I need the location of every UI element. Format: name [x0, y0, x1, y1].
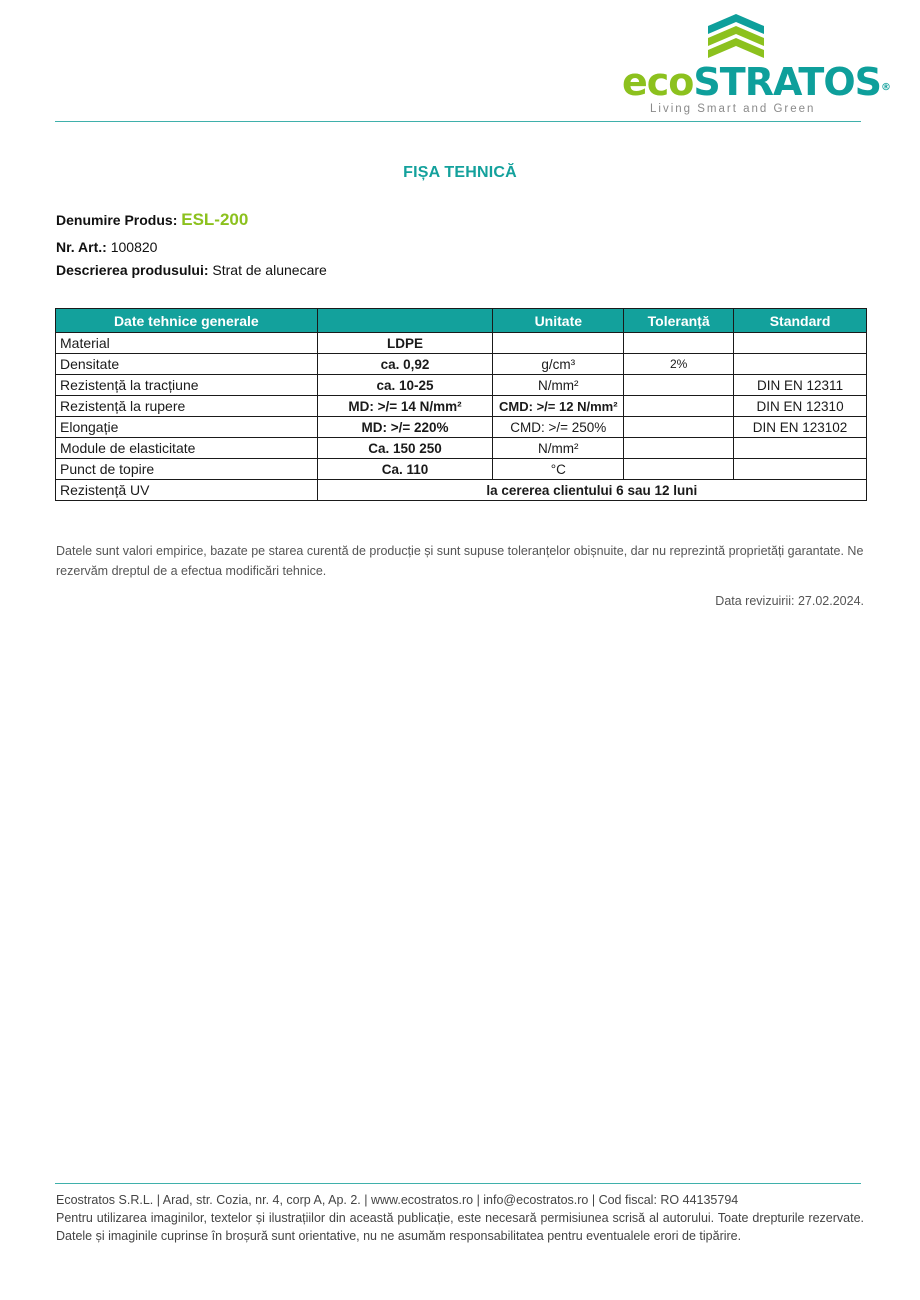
logo-registered: ® — [881, 82, 891, 93]
product-desc-line — [56, 262, 327, 278]
logo-chevrons-icon — [700, 12, 772, 60]
row-value: ca. 0,92 — [317, 354, 493, 375]
row-property: Rezistență UV — [56, 480, 318, 501]
row-tolerance — [624, 459, 734, 480]
row-value: MD: >/= 14 N/mm² — [317, 396, 493, 417]
logo-tagline: Living Smart and Green — [650, 103, 816, 115]
table-row — [56, 459, 867, 480]
row-tolerance: 2% — [624, 354, 734, 375]
row-property: Rezistență la tracțiune — [56, 375, 318, 396]
table-row — [56, 417, 867, 438]
table-row — [56, 396, 867, 417]
row-value: ca. 10-25 — [317, 375, 493, 396]
logo-word-stratos: STRATOS — [693, 60, 882, 104]
row-value: Ca. 110 — [317, 459, 493, 480]
row-property: Rezistență la rupere — [56, 396, 318, 417]
row-standard — [734, 438, 867, 459]
row-property: Punct de topire — [56, 459, 318, 480]
row-unit: N/mm² — [493, 375, 624, 396]
product-name-line — [56, 210, 248, 230]
company-logo — [622, 12, 891, 118]
header-value — [317, 309, 493, 333]
row-unit: CMD: >/= 12 N/mm² — [493, 396, 624, 417]
footer-copyright-line: Pentru utilizarea imaginilor, textelor și ilustrațiilor din această publicație, este necesară permisiunea scrisă al autorului. Toate drepturile rezervate. Datele și imaginile cuprinse în broșură sunt orientative, nu ne asumăm responsabilitatea pentru eventualele erori de tipărire. — [56, 1211, 864, 1243]
row-unit: N/mm² — [493, 438, 624, 459]
row-unit — [493, 333, 624, 354]
row-standard: DIN EN 12311 — [734, 375, 867, 396]
product-art-value: 100820 — [110, 239, 158, 255]
row-tolerance — [624, 375, 734, 396]
row-tolerance — [624, 333, 734, 354]
header-property: Date tehnice generale — [56, 309, 318, 333]
row-tolerance — [624, 438, 734, 459]
document-title: FIȘA TEHNICĂ — [403, 164, 517, 181]
revision-date: Data revizuirii: 27.02.2024. — [715, 594, 864, 608]
row-unit: g/cm³ — [493, 354, 624, 375]
row-standard — [734, 354, 867, 375]
row-unit: CMD: >/= 250% — [493, 417, 624, 438]
footer-company-line: Ecostratos S.R.L. | Arad, str. Cozia, nr. 4, corp A, Ap. 2. | www.ecostratos.ro | info@ecostratos.ro | Cod fiscal: RO 44135794 — [56, 1193, 739, 1207]
logo-word-eco: eco — [622, 60, 694, 104]
product-name-value: ESL-200 — [181, 210, 249, 229]
row-property: Elongație — [56, 417, 318, 438]
header-tolerance: Toleranță — [624, 309, 734, 333]
row-value: Ca. 150 250 — [317, 438, 493, 459]
product-desc-label: Descrierea produsului: — [56, 262, 209, 278]
product-art-label: Nr. Art.: — [56, 239, 107, 255]
header-standard: Standard — [734, 309, 867, 333]
row-standard: DIN EN 123102 — [734, 417, 867, 438]
header-unit: Unitate — [493, 309, 624, 333]
table-row — [56, 333, 867, 354]
row-tolerance — [624, 396, 734, 417]
row-standard — [734, 333, 867, 354]
logo-wordmark — [622, 60, 891, 104]
product-desc-value: Strat de alunecare — [212, 262, 327, 278]
table-row — [56, 375, 867, 396]
header-divider — [55, 121, 861, 122]
row-property: Densitate — [56, 354, 318, 375]
row-value: LDPE — [317, 333, 493, 354]
table-row — [56, 354, 867, 375]
row-value-merged: la cererea clientului 6 sau 12 luni — [317, 480, 866, 501]
table-row — [56, 438, 867, 459]
row-unit: °C — [493, 459, 624, 480]
disclaimer-note: Datele sunt valori empirice, bazate pe starea curentă de producție și sunt supuse toleranțelor obișnuite, dar nu reprezintă proprietăți garantate. Ne rezervăm dreptul de a efectua modificări tehnice. — [56, 544, 864, 578]
row-standard — [734, 459, 867, 480]
row-property: Module de elasticitate — [56, 438, 318, 459]
row-property: Material — [56, 333, 318, 354]
table-row-uv — [56, 480, 867, 501]
row-tolerance — [624, 417, 734, 438]
row-value: MD: >/= 220% — [317, 417, 493, 438]
product-art-line — [56, 239, 157, 255]
footer — [56, 1191, 864, 1245]
footer-divider — [55, 1183, 861, 1184]
technical-data-table — [55, 308, 867, 501]
row-standard: DIN EN 12310 — [734, 396, 867, 417]
product-name-label: Denumire Produs: — [56, 212, 178, 228]
table-header-row — [56, 309, 867, 333]
